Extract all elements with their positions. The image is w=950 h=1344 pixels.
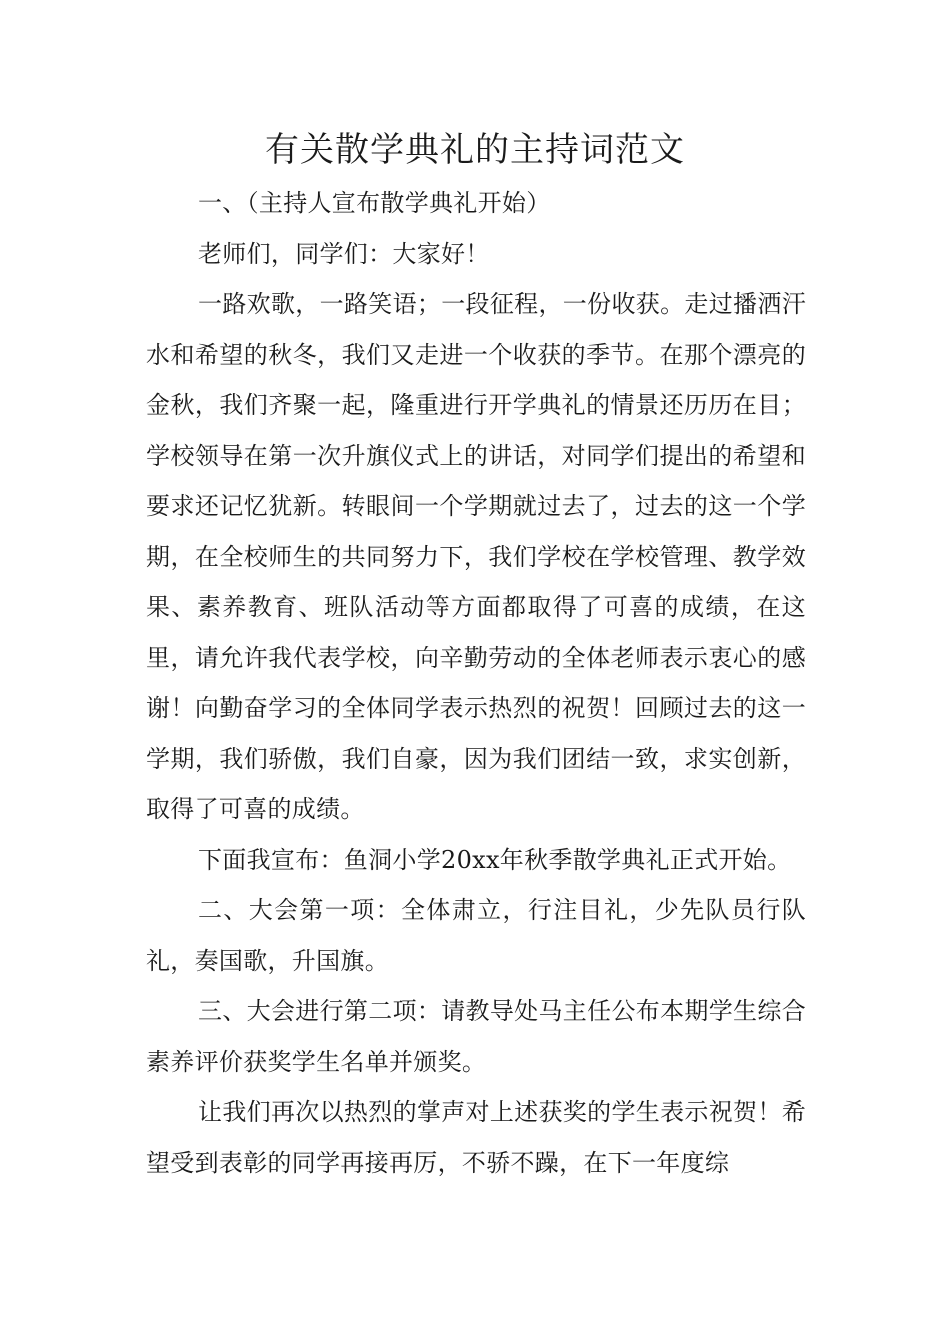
paragraph-announcement: 下面我宣布：鱼洞小学20xx年秋季散学典礼正式开始。 (198, 845, 792, 874)
paragraph-congratulations: 让我们再次以热烈的掌声对上述获奖的学生表示祝贺！希望受到表彰的同学再接再厉，不骄不躁，在下一年度综 (146, 1098, 806, 1177)
paragraph-opening-speech: 一路欢歌，一路笑语；一段征程，一份收获。走过播洒汗水和希望的秋冬，我们又走进一个收获的季节。在那个漂亮的金秋，我们齐聚一起，隆重进行开学典礼的情景还历历在目；学校领导在第一次升旗仪式上的讲话，对同学们提出的希望和要求还记忆犹新。转眼间一个学期就过去了，过去的这一个学期，在全校师生的共同努力下，我们学校在学校管理、教学效果、素养教育、班队活动等方面都取得了可喜的成绩，在这里，请允许我代表学校，向辛勤劳动的全体老师表示衷心的感谢！向勤奋学习的全体同学表示热烈的祝贺！回顾过去的这一学期，我们骄傲，我们自豪，因为我们团结一致，求实创新，取得了可喜的成绩。 (146, 290, 806, 823)
paragraph-greeting: 老师们，同学们：大家好！ (198, 239, 490, 268)
document-title: 有关散学典礼的主持词范文 (265, 130, 685, 170)
paragraph-item-one: 二、大会第一项：全体肃立，行注目礼，少先队员行队礼，奏国歌，升国旗。 (146, 896, 806, 975)
paragraph-section-one-heading: 一、（主持人宣布散学典礼开始） (198, 189, 551, 217)
paragraph-item-two: 三、大会进行第二项：请教导处马主任公布本期学生综合素养评价获奖学生名单并颁奖。 (146, 997, 806, 1076)
document-body (146, 178, 806, 1188)
